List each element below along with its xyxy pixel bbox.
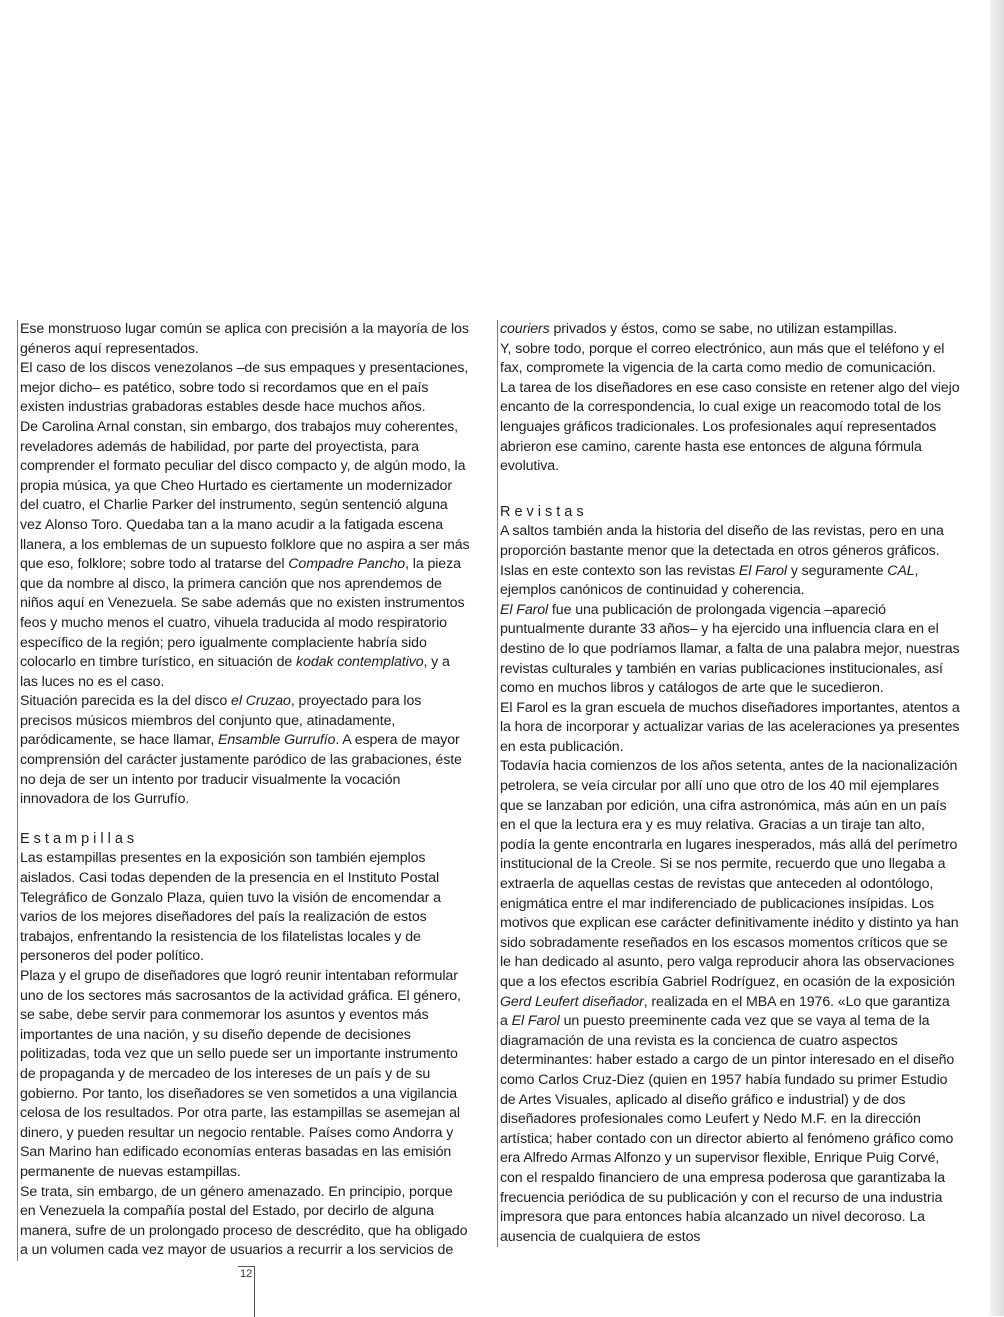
left-column [17,320,470,1261]
left-paragraph-2: El caso de los discos venezolanos –de sus empaques y presentaciones, mejor dicho– es patético, sobre todo si recordamos que en el país existen industrias grabadoras estables desde hace muchos años. [20,360,469,416]
text-run: Todavía hacia comienzos de los años setenta, antes de la nacionalización petrolera, se veía circular por allí uno que otro de los 40 mil ejemplares que se lanzaban por edición, una cifra astronómica, más aún en un país en el que la lectura era y es muy relativa. Gracias a un tiraje tan alto, podía la gente encontrarla en lugares inesperados, más allá del perímetro institucional de la Creole. Si se nos permite, recuerdo que uno llegaba a extraerla de aquellas cestas de revistas que anteceden al odontólogo, enigmática entre el mar indiferenciado de publicaciones insípidas. Los motivos que explican ese carácter definitivamente inédito y distinto ya han sido sobradamente reseñados en los escasos momentos críticos que se le han dedicado al asunto, pero valga reproducir ahora las observaciones que a los efectos escribía Gabriel Rodríguez, en ocasión de la exposición [500,758,959,990]
right-column [497,320,960,1247]
italic-title: CAL [887,562,915,579]
italic-title: El Farol [500,601,549,618]
left-paragraph-7: Se trata, sin embargo, de un género amenazado. En principio, porque en Venezuela la compañía postal del Estado, por decirlo de alguna manera, sufre de un prolongado proceso de descrédito, que ha obligado a un volumen cada vez mayor de usuarios a recurrir a los servicios de [20,1183,468,1259]
italic-title: el Cruzao [231,693,291,710]
left-paragraph-5: Las estampillas presentes en la exposición son también ejemplos aislados. Casi todas dependen de la presencia en el Instituto Postal Telegráfico de Gonzalo Plaza, quien tuvo la visión de encomendar a varios de los mejores diseñadores del país la realización de estos trabajos, enfrentando la resistencia de los filatelistas locales y de personeros del poder político. [20,850,441,965]
text-run: , realizada en el MBA en 1976. «Lo que garantiza a [500,993,950,1030]
text-run: . A espera de mayor comprensión del carácter justamente paródico de las grabaciones, éste no deja de ser un intento por traducir visualmente la vocación innovadora de los Gurrufío. [20,732,462,808]
page-number: 12 [240,1268,253,1280]
right-paragraph-7 [500,757,960,1247]
text-run: privados y éstos, como se sabe, no utilizan estampillas. [549,321,898,337]
right-paragraph-6: El Farol es la gran escuela de muchos diseñadores importantes, atentos a la hora de incorporar y actualizar varias de las aceleraciones ya presentes en esta publicación. [500,699,960,755]
text-run: De Carolina Arnal constan, sin embargo, dos trabajos muy coherentes, reveladores además de habilidad, por parte del proyectista, para comprender el formato peculiar del disco compacto y, de algún modo, la propia música, ya que Cheo Hurtado es ciertamente un modernizador del cuatro, el Charlie Parker del instrumento, según sentenció alguna vez Alonso Toro. Quedaba tan a la mano acudir a la fatigada escena llanera, a los emblemas de un supuesto folklore que no aspira a ser más que eso, folklore; sobre todo al tratarse del [20,418,470,573]
text-run: fue una publicación de prolongada vigencia –apareció puntualmente durante 33 años– y ha ejercido una influencia clara en el destino de lo que podríamos llamar, a falta de una palabra mejor, nuestras revistas culturales y también en varias publicaciones institucionales, así como en muchos libros y catálogos de arte que le sucedieron. [500,601,960,697]
italic-phrase: kodak contemplativo [296,654,424,671]
left-paragraph-3 [20,418,470,692]
text-run: , y a las luces no es el caso. [20,654,450,690]
italic-title: Gerd Leufert diseñador [500,993,644,1010]
right-paragraph-1 [500,320,960,340]
right-paragraph-2: Y, sobre todo, porque el correo electrónico, aun más que el teléfono y el fax, compromete la vigencia de la carta como medio de comunicación. [500,340,945,377]
left-paragraph-4 [20,692,470,810]
italic-word: couriers [500,321,550,337]
right-paragraph-4 [500,522,960,600]
section-heading-revistas: Revistas [500,503,588,520]
section-spacer [500,477,960,503]
italic-title: Compadre Pancho [288,556,406,573]
italic-title: El Farol [738,562,787,579]
left-paragraph-1: Ese monstruoso lugar común se aplica con precisión a la mayoría de los géneros aquí representados. [20,321,469,357]
text-run: A saltos también anda la historia del diseño de las revistas, pero en una proporción bastante menor que la detectada en otros géneros gráficos. Islas en este contexto son las revistas [500,523,944,579]
text-run: y seguramente [786,562,888,579]
page-edge [990,0,1004,1316]
text-run: , ejemplos canónicos de continuidad y coherencia. [500,562,919,599]
italic-title: Ensamble Gurrufío [218,732,336,749]
right-paragraph-5 [500,601,960,699]
text-run: , la pieza que da nombre al disco, la primera canción que nos aprendemos de niños aquí en Venezuela. Se sabe además que no existen instrumentos feos y mucho menos el cuatro, vihuela traducida al modo respiratorio específico de la región; pero igualmente complaciente habría sido colocarlo en timbre turístico, en situación de [20,556,465,671]
section-spacer [20,810,470,830]
text-run: , proyectado para los precisos músicos miembros del conjunto que, atinadamente, paródicamente, se hace llamar, [20,693,422,749]
text-run: Situación parecida es la del disco [20,693,232,710]
italic-title: El Farol [511,1013,560,1030]
section-heading-estampillas: Estampillas [20,830,139,847]
right-paragraph-3: La tarea de los diseñadores en ese caso consiste en retener algo del viejo encanto de la correspondencia, lo cual exige un reacomodo total de los lenguajes gráficos tradicionales. Los profesionales aquí representados abrieron ese camino, carente hasta ese entonces de alguna fórmula evolutiva. [500,379,960,475]
left-paragraph-6: Plaza y el grupo de diseñadores que logró reunir intentaban reformular uno de los sectores más sacrosantos de la actividad gráfica. El género, se sabe, debe servir para conmemorar los asuntos y eventos más importantes de una nación, y su diseño depende de decisiones politizadas, toda vez que un sello puede ser un importante instrumento de propaganda y de mercadeo de los intereses de un país y de su gobierno. Por tanto, los diseñadores se ven sometidos a una vigilancia celosa de los resultados. Por otra parte, las estampillas se asemejan al dinero, y pueden resultar un negocio rentable. Países como Andorra y San Marino han edificado economías enteras basadas en las emisión permanente de nuevas estampillas. [20,968,461,1180]
text-run: un puesto preeminente cada vez que se vaya al tema de la diagramación de una revista es la concienca de cuatro aspectos determinantes: haber estado a cargo de un pintor interesado en el diseño como Carlos Cruz-Diez (quien en 1957 había fundado su primer Estudio de Artes Visuales, aplicado al diseño gráfico e industrial) y de dos diseñadores profesionales como Leufert y Nedo M.F. en la dirección artística; haber contado con un director abierto al fenómeno gráfico como era Alfredo Armas Alfonzo y un supervisor flexible, Enrique Puig Corvé, con el respaldo financiero de una empresa poderosa que garantizaba la frecuencia periódica de su publicación y con el recurso de una industria impresora que para entonces había alcanzado un nivel decoroso. La ausencia de cualquiera de estos [500,1013,955,1245]
